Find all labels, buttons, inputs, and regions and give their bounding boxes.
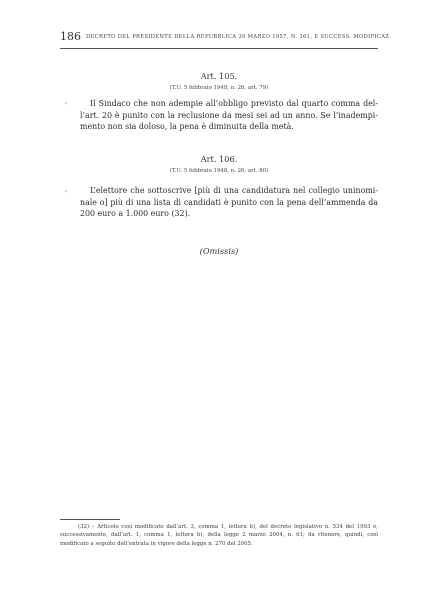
paragraph-line: l’art. 20 è punito con la reclusione da mesi sei ad un anno. Se l’inadempi-	[80, 110, 378, 120]
omissis-note: (Omissis)	[199, 246, 239, 256]
paragraph-line: Il Sindaco che non adempie all’obbligo previsto dal quarto comma del-	[90, 99, 378, 108]
paragraph-line: 200 euro a 1.000 euro (32).	[80, 209, 191, 219]
margin-mark: •	[64, 101, 68, 108]
article-106-paragraph	[80, 185, 378, 220]
paragraph-line: mento non sia doloso, la pena è diminuita della metà.	[80, 122, 294, 132]
article-105-title: Art. 105.	[200, 71, 238, 81]
article-106-source: (T.U. 5 febbraio 1948, n. 26, art. 80)	[169, 168, 269, 174]
article-105-source: (T.U. 5 febbraio 1948, n. 26, art. 79)	[169, 85, 269, 91]
footnote-line: successivamente, dall’art. 1, comma 1, lettera h), della legge 2 marzo 2004, n. 61; da ritenere, quindi, così	[60, 532, 378, 539]
running-head-title: DECRETO DEL PRESIDENTE DELLA REPUBBLICA 30 MARZO 1957, N. 361, E SUCCESS. MODIFICAZ.	[86, 34, 392, 40]
footnote-line: (32) – Articolo così modificato dall’art. 3, comma 1, lettera b), del decreto legislativo n. 534 del 1993 e,	[78, 524, 378, 530]
paragraph-line: L’elettore che sottoscrive [più di una candidatura nel collegio uninomi-	[90, 186, 378, 195]
margin-mark: •	[64, 189, 68, 196]
header-rule	[60, 48, 378, 49]
footnote-line: modificato a seguito dell’entrata in vigore della legge n. 270 del 2005.	[60, 540, 253, 547]
paragraph-line: nale o] più di una lista di candidati è punito con la pena dell’ammenda da	[80, 197, 378, 207]
running-head	[60, 30, 392, 44]
footnote-32	[60, 523, 378, 548]
page-number: 186	[60, 30, 81, 43]
footnote-rule	[60, 519, 120, 520]
article-106-title: Art. 106.	[200, 154, 238, 164]
article-105-paragraph	[80, 98, 378, 133]
